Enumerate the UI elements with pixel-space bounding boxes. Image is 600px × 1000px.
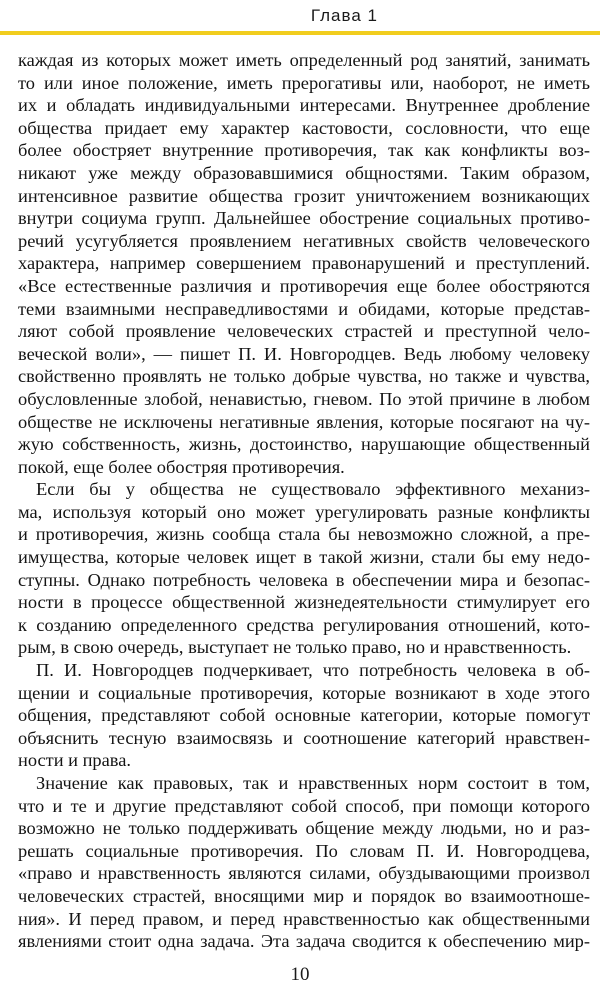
text-line: «Все естественные различия и противоречия еще более обостряются (18, 275, 590, 296)
text-line: ступны. Однако потребность человека в обеспечении мира и безопас- (18, 569, 590, 590)
text-line: внутри социума групп. Дальнейшее обострение социальных противо- (18, 208, 590, 229)
text-line: общения, представляют собой основные категории, которые помогут (18, 705, 590, 726)
text-line: интенсивное развитие общества грозит уничтожением возникающих (18, 185, 590, 206)
paragraph-first-line: Значение как правовых, так и нравственных норм состоит в том, (36, 773, 590, 793)
text-line: веческой воли», — пишет П. И. Новгородцев. Ведь любому человеку (18, 343, 590, 364)
text-line: явлениями стоит одна задача. Эта задача сводится к обеспечению мир- (18, 931, 590, 952)
text-line: более обостряет внутренние противоречия, так как конфликты воз- (18, 140, 590, 161)
text-line: щении и социальные противоречия, которые возникают в ходе этого (18, 682, 590, 703)
paragraph-last-line: рым, в свою очередь, выступает не только право, но и нравственность. (18, 637, 572, 658)
paragraph-last-line: покой, еще более обостряя противоречия. (18, 456, 345, 477)
text-line: возможно не только поддерживать общение между людьми, но и раз- (18, 818, 590, 839)
paragraph-first-line: П. И. Новгородцев подчеркивает, что потребность человека в об- (36, 660, 590, 681)
text-line: ности в процессе общественной жизнедеятельности стимулирует его (18, 592, 590, 613)
text-line: ма, используя который оно может урегулировать разные конфликты (18, 501, 590, 522)
paragraph-first-line: Если бы у общества не существовало эффективного механиз- (36, 479, 590, 500)
text-line: и противоречия, жизнь сообща стала бы невозможно сложной, а пре- (18, 524, 590, 545)
page-number: 10 (290, 964, 310, 985)
text-line: человеческих страстей, вносящими мир и порядок во взаимоотноше- (18, 885, 590, 906)
text-line: обществе не исключены негативные явления, которые посягают на чу- (18, 411, 590, 432)
text-line: характера, например совершением правонарушений и преступлений. (18, 253, 590, 274)
paragraph-last-line: ности и права. (18, 750, 131, 771)
text-line: что и те и другие представляют собой способ, при помощи которого (18, 795, 590, 816)
header-rule (0, 31, 600, 35)
text-line: имущества, которые человек ищет в такой жизни, стали бы ему недо- (18, 547, 590, 568)
running-header (0, 0, 600, 35)
text-line: к созданию определенного средства регулирования отношений, кото- (18, 614, 590, 635)
text-line: никают уже между образовавшимися общностями. Таким образом, (18, 162, 590, 183)
text-line: ляют собой проявление человеческих страстей и преступной чело- (18, 321, 590, 342)
page-text (18, 49, 590, 953)
text-line: объяснить тесную взаимосвязь и соотношение категорий нравствен- (18, 727, 590, 748)
text-line: жую собственность, жизнь, достоинство, нарушающие общественный (18, 434, 590, 455)
text-line: обусловленные злобой, ненавистью, гневом. По этой причине в любом (18, 388, 590, 409)
text-line: ния». И перед правом, и перед нравственностью как общественными (18, 908, 590, 929)
text-line: общества придает ему характер кастовости, сословности, что еще (18, 117, 590, 138)
text-line: «право и нравственность являются силами, обуздывающими произвол (18, 863, 590, 884)
text-line: речий усугубляется проявлением негативных свойств человеческого (18, 230, 590, 251)
text-line: каждая из которых может иметь определенный род занятий, занимать (18, 50, 590, 70)
text-line: их и обладать индивидуальными интересами. Внутреннее дробление (18, 95, 590, 116)
text-line: решать социальные противоречия. По словам П. И. Новгородцева, (18, 840, 590, 861)
text-line: теми взаимными несправедливостями и обидами, которые представ- (18, 298, 590, 319)
text-line: то или иное положение, иметь прерогативы или, наоборот, не иметь (18, 72, 590, 93)
text-line: свойственно проявлять не только добрые чувства, но также и чувства, (18, 366, 590, 387)
chapter-title: Глава 1 (310, 6, 378, 25)
